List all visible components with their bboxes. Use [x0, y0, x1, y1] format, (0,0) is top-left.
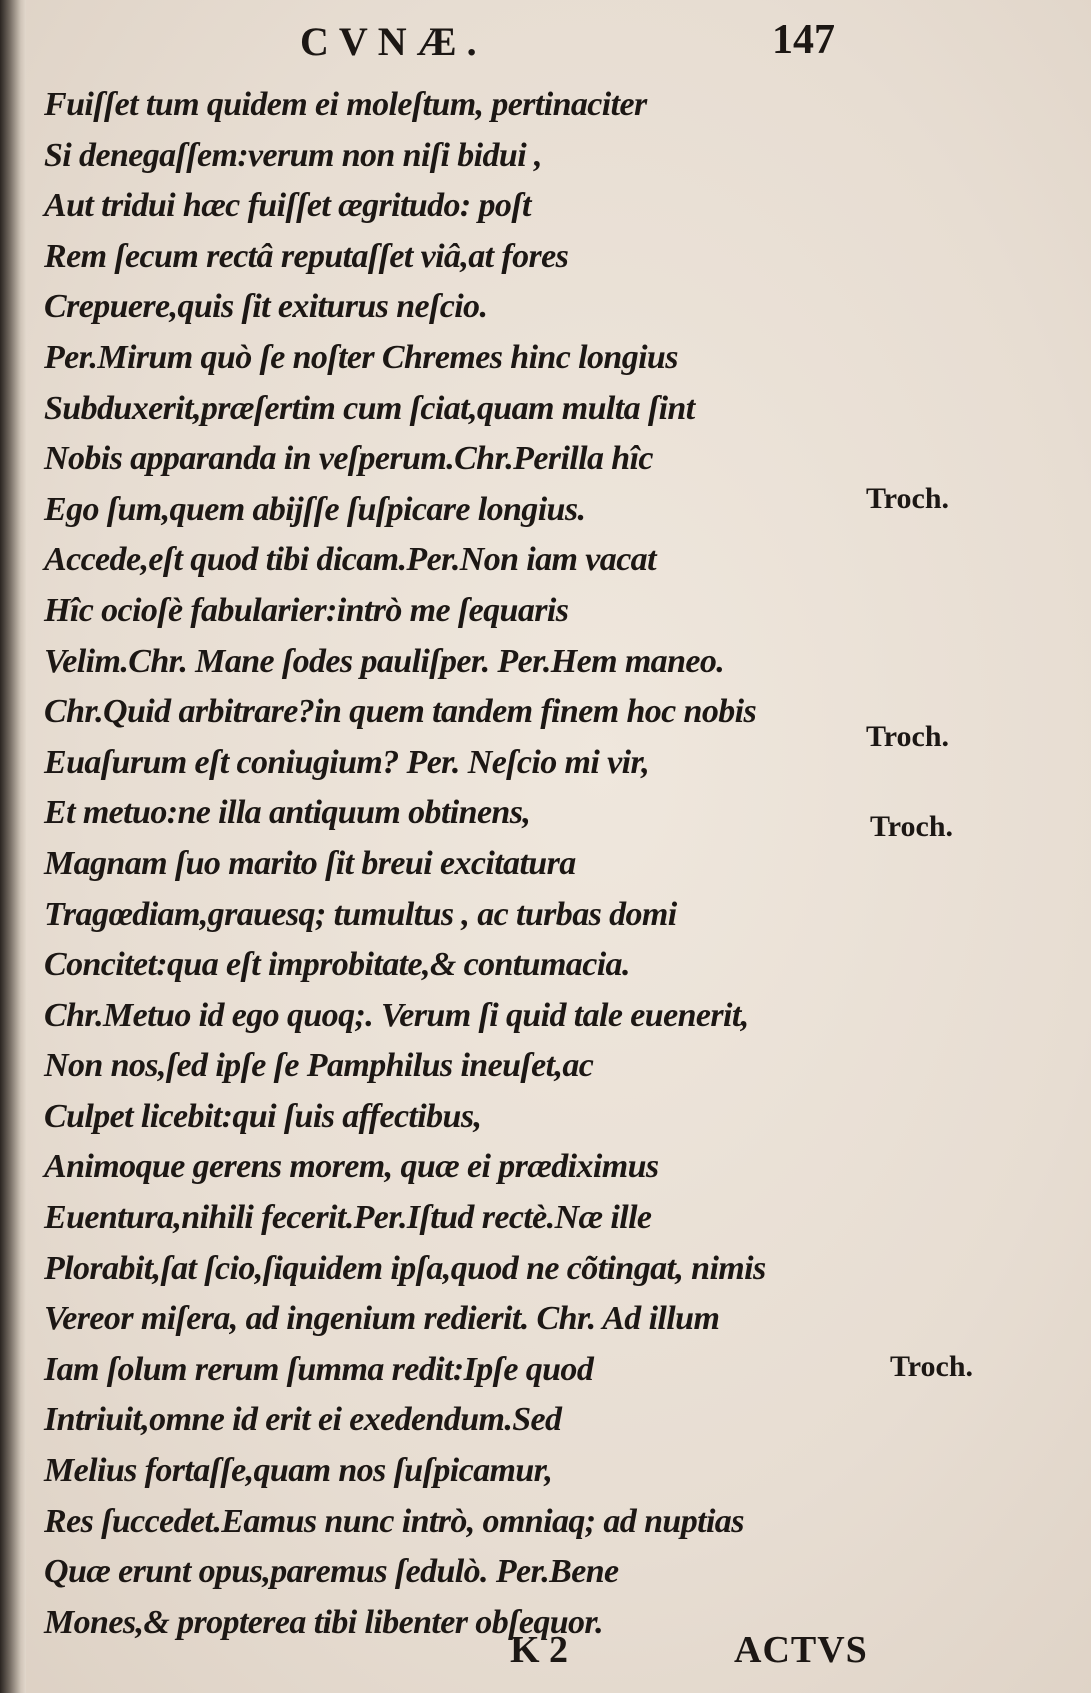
verse-line: Culpet licebit:qui ſuis affectibus, [44, 1097, 482, 1135]
verse-line: Subduxerit,præſertim cum ſciat,quam multa ſint [44, 389, 695, 427]
verse-line: Mones,& propterea tibi libenter obſequor. [44, 1603, 604, 1641]
page-number: 147 [772, 17, 835, 63]
margin-note-trochaic: Troch. [890, 1350, 974, 1383]
verse-line: Magnam ſuo marito ſit breui excitatura [44, 844, 576, 882]
binding-gutter [0, 0, 26, 1693]
verse-line: Tragœdiam,grauesq; tumultus , ac turbas domi [44, 895, 677, 933]
verse-line: Chr.Quid arbitrare?in quem tandem finem hoc nobis [44, 693, 757, 731]
verse-line: Hîc ocioſè fabularier:intrò me ſequaris [44, 591, 569, 629]
running-head: CVNÆ. [300, 19, 487, 64]
verse-line: Animoque gerens morem, quæ ei prædiximus [44, 1148, 659, 1186]
verse-line: Fuiſſet tum quidem ei moleſtum, pertinaciter [44, 86, 647, 123]
verse-line: Euaſurum eſt coniugium? Per. Neſcio mi vir, [44, 743, 650, 781]
verse-text [44, 80, 884, 1648]
verse-line: Concitet:qua eſt improbitate,& contumacia. [44, 946, 630, 984]
verse-line: Melius fortaſſe,quam nos ſuſpicamur, [44, 1452, 553, 1490]
verse-line: Intriuit,omne id erit ei exedendum.Sed [44, 1401, 562, 1439]
margin-note-trochaic: Troch. [870, 810, 954, 843]
verse-line: Res ſuccedet.Eamus nunc intrò, omniaq; ad nuptias [44, 1502, 744, 1540]
verse-line: Velim.Chr. Mane ſodes pauliſper. Per.Hem maneo. [44, 642, 725, 680]
verse-line: Aut tridui hæc fuiſſet ægritudo: poſt [44, 187, 531, 225]
catchword: ACTVS [734, 1629, 868, 1671]
verse-line: Rem ſecum rectâ reputaſſet viâ,at fores [44, 237, 569, 275]
verse-line: Vereor miſera, ad ingenium redierit. Chr. Ad illum [44, 1300, 720, 1338]
margin-note-trochaic: Troch. [866, 482, 950, 515]
verse-line: Quæ erunt opus,paremus ſedulò. Per.Bene [44, 1553, 619, 1591]
verse-line: Chr.Metuo id ego quoq;. Verum ſi quid tale euenerit, [44, 996, 749, 1034]
verse-line: Accede,eſt quod tibi dicam.Per.Non iam vacat [44, 541, 656, 579]
verse-line: Si denegaſſem:verum non niſi bidui , [44, 136, 542, 174]
verse-line: Per.Mirum quò ſe noſter Chremes hinc longius [44, 338, 678, 376]
verse-line: Crepuere,quis ſit exiturus neſcio. [44, 288, 488, 326]
verse-line: Euentura,nihili fecerit.Per.Iſtud rectè.Næ ille [44, 1199, 652, 1237]
verse-line: Non nos,ſed ipſe ſe Pamphilus ineuſet,ac [44, 1047, 594, 1085]
verse-line: Et metuo:ne illa antiquum obtinens, [44, 794, 531, 832]
margin-note-trochaic: Troch. [866, 720, 950, 753]
signature-mark: K 2 [510, 1629, 569, 1671]
verse-line: Iam ſolum rerum ſumma redit:Ipſe quod [44, 1350, 594, 1388]
verse-line: Nobis apparanda in veſperum.Chr.Perilla hîc [44, 440, 653, 478]
verse-line: Ego ſum,quem abijſſe ſuſpicare longius. [44, 490, 586, 528]
verse-line: Plorabit,ſat ſcio,ſiquidem ipſa,quod ne cõtingat, nimis [44, 1249, 766, 1287]
